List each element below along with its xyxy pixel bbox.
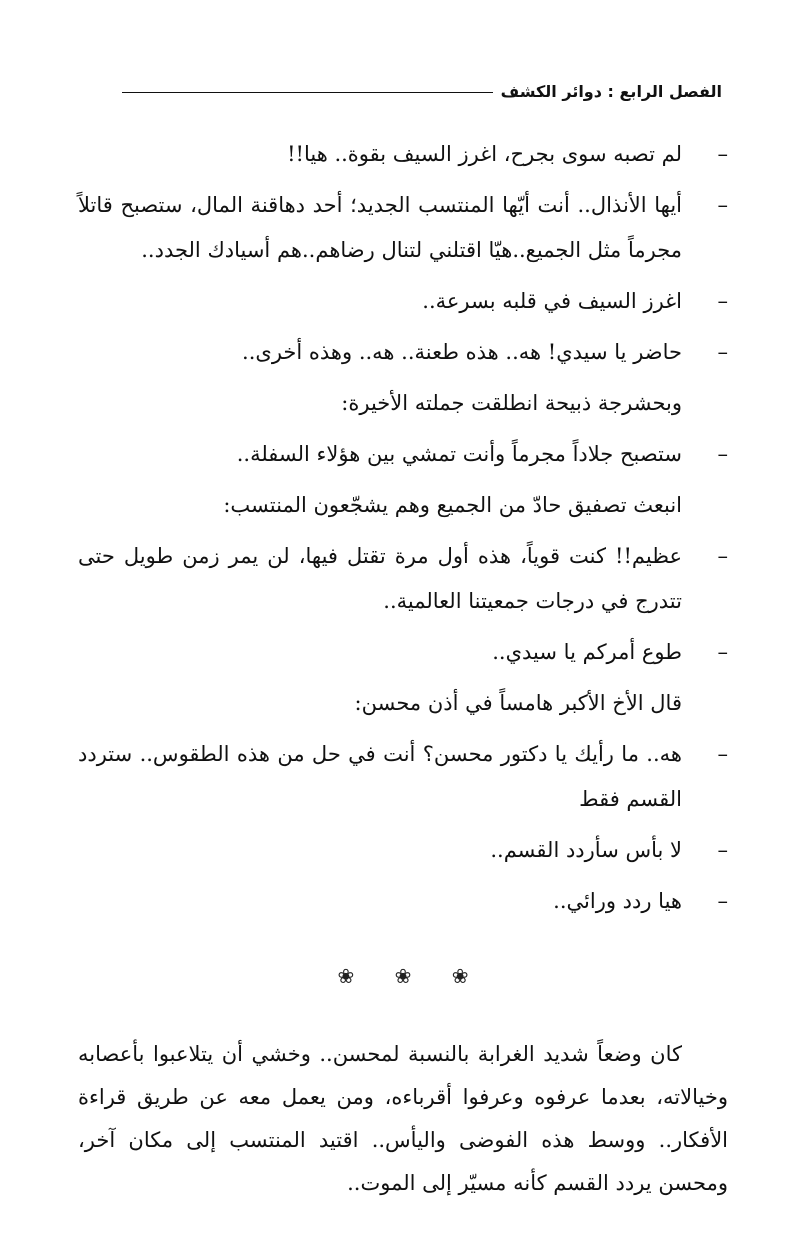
dialog-text: أيها الأنذال.. أنت أيّها المنتسب الجديد؛ أحد دهاقنة المال، ستصبح قاتلاً مجرماً مثل الجميع..هيّا اقتلني لتنال رضاهم..هم أسيادك الجدد.. — [78, 193, 682, 262]
dialog-dash: – — [717, 640, 728, 664]
dialog-line — [78, 879, 728, 924]
dialog-dash: – — [717, 193, 728, 217]
dialog-line — [78, 330, 728, 375]
chapter-title: الفصل الرابع : دوائر الكشف — [500, 81, 722, 101]
dialog-dash: – — [717, 889, 728, 913]
dialog-text: حاضر يا سيدي! هه.. هذه طعنة.. هه.. وهذه أخرى.. — [242, 340, 682, 364]
dialog-text: عظيم!! كنت قوياً، هذه أول مرة تقتل فيها، لن يمر زمن طويل حتى تتدرج في درجات جمعيتنا العالمية.. — [78, 544, 682, 613]
dialog-text: هيا ردد ورائي.. — [553, 889, 682, 913]
dialog-dash: – — [717, 544, 728, 568]
dialog-dash: – — [717, 142, 728, 166]
dialog-text: اغرز السيف في قلبه بسرعة.. — [422, 289, 682, 313]
dialog-line — [78, 732, 728, 822]
header-rule — [122, 92, 493, 93]
dialog-line — [78, 132, 728, 177]
dialog-text: لا بأس سأردد القسم.. — [490, 838, 682, 862]
closing-paragraph: كان وضعاً شديد الغرابة بالنسبة لمحسن.. وخشي أن يتلاعبوا بأعصابه وخيالاته، بعدما عرفوه وعرفوا أقرباءه، ومن يعمل معه عن طريق قراءة الأفكار.. ووسط هذه الفوضى واليأس.. اقتيد المنتسب إلى مكان آخر، ومحسن يردد القسم كأنه مسيّر إلى الموت.. — [78, 1042, 728, 1195]
dialog-dash: – — [717, 442, 728, 466]
dialog-dash: – — [717, 340, 728, 364]
narration-line: وبحشرجة ذبيحة انطلقت جملته الأخيرة: — [341, 391, 682, 415]
dialog-dash: – — [717, 289, 728, 313]
dialog-line — [78, 828, 728, 873]
flower-ornament-icon: ❀ — [394, 964, 412, 988]
dialog-dash: – — [717, 838, 728, 862]
narration-line: قال الأخ الأكبر هامساً في أذن محسن: — [354, 691, 682, 715]
dialog-text: هه.. ما رأيك يا دكتور محسن؟ أنت في حل من هذه الطقوس.. ستردد القسم فقط — [78, 742, 682, 811]
running-header — [122, 76, 722, 106]
section-separator — [78, 954, 728, 999]
dialog-line — [78, 432, 728, 477]
narration-line: انبعث تصفيق حادّ من الجميع وهم يشجّعون المنتسب: — [223, 493, 682, 517]
dialog-line — [78, 183, 728, 273]
page-body — [78, 132, 728, 1205]
dialog-line — [78, 279, 728, 324]
dialog-text: لم تصبه سوى بجرح، اغرز السيف بقوة.. هيا!! — [287, 142, 682, 166]
dialog-text: طوع أمركم يا سيدي.. — [492, 640, 682, 664]
dialog-line — [78, 534, 728, 624]
flower-ornament-icon: ❀ — [337, 964, 355, 988]
dialog-line — [78, 630, 728, 675]
dialog-text: ستصبح جلاداً مجرماً وأنت تمشي بين هؤلاء السفلة.. — [236, 442, 682, 466]
flower-ornament-icon: ❀ — [451, 964, 469, 988]
dialog-dash: – — [717, 742, 728, 766]
